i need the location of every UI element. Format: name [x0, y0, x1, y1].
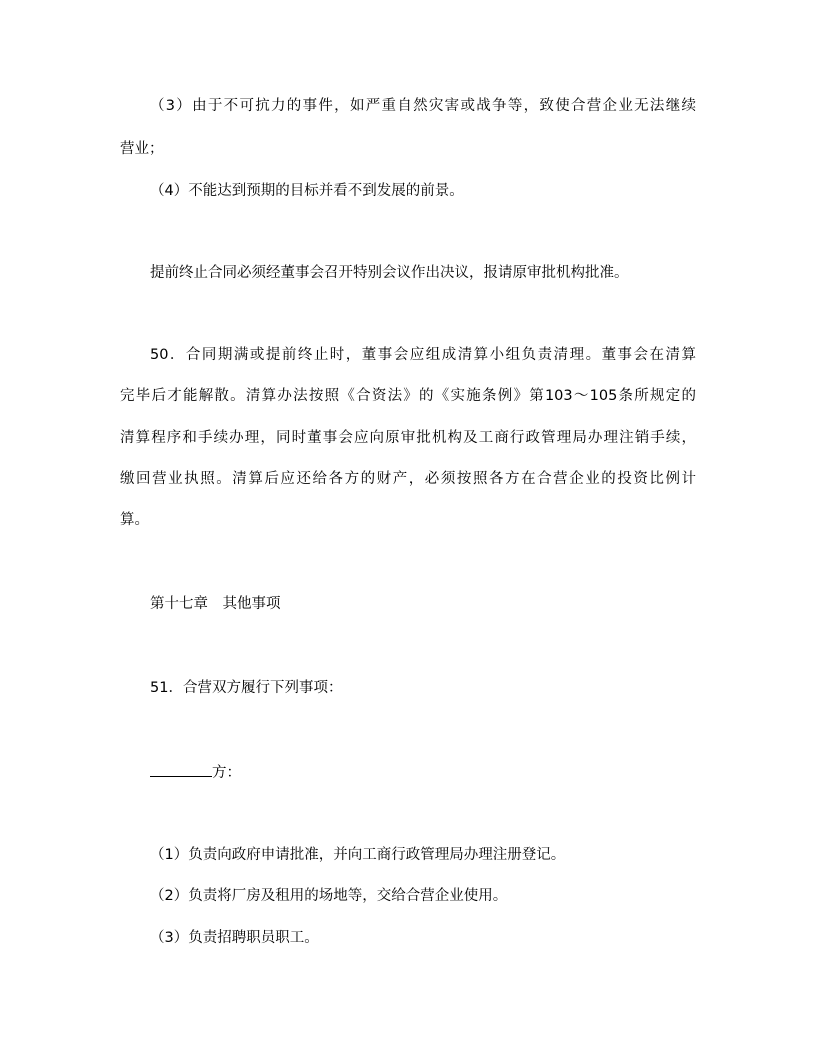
clause-50-line-1: 50．合同期满或提前终止时，董事会应组成清算小组负责清理。董事会在清算	[150, 347, 696, 363]
paragraph-no-prospect: （4）不能达到预期的目标并看不到发展的前景。	[150, 183, 464, 199]
list-item-registration: （1）负责向政府申请批准，并向工商行政管理局办理注册登记。	[150, 847, 566, 863]
clause-50-line-4: 缴回营业执照。清算后应还给各方的财产，必须按照各方在合营企业的投资比例计	[120, 471, 696, 487]
list-item-recruitment: （3）负责招聘职员职工。	[150, 930, 319, 946]
chapter-heading: 第十七章 其他事项	[150, 596, 281, 612]
party-suffix: 方：	[212, 765, 241, 781]
party-line	[150, 762, 696, 783]
paragraph-force-majeure-line-2: 营业；	[120, 141, 164, 157]
paragraph-force-majeure-line-1: （3）由于不可抗力的事件，如严重自然灾害或战争等，致使合营企业无法继续	[150, 98, 696, 114]
clause-50-line-5: 算。	[120, 512, 149, 528]
clause-50-line-3: 清算程序和手续办理，同时董事会应向原审批机构及工商行政管理局办理注销手续，	[120, 430, 696, 446]
paragraph-early-termination: 提前终止合同必须经董事会召开特别会议作出决议，报请原审批机构批准。	[150, 265, 629, 281]
clause-50-line-2: 完毕后才能解散。清算办法按照《合资法》的《实施条例》第103～105条所规定的	[120, 388, 696, 404]
list-item-premises: （2）负责将厂房及租用的场地等，交给合营企业使用。	[150, 888, 508, 904]
party-name-blank	[150, 762, 212, 777]
clause-51-heading: 51．合营双方履行下列事项：	[150, 680, 343, 696]
